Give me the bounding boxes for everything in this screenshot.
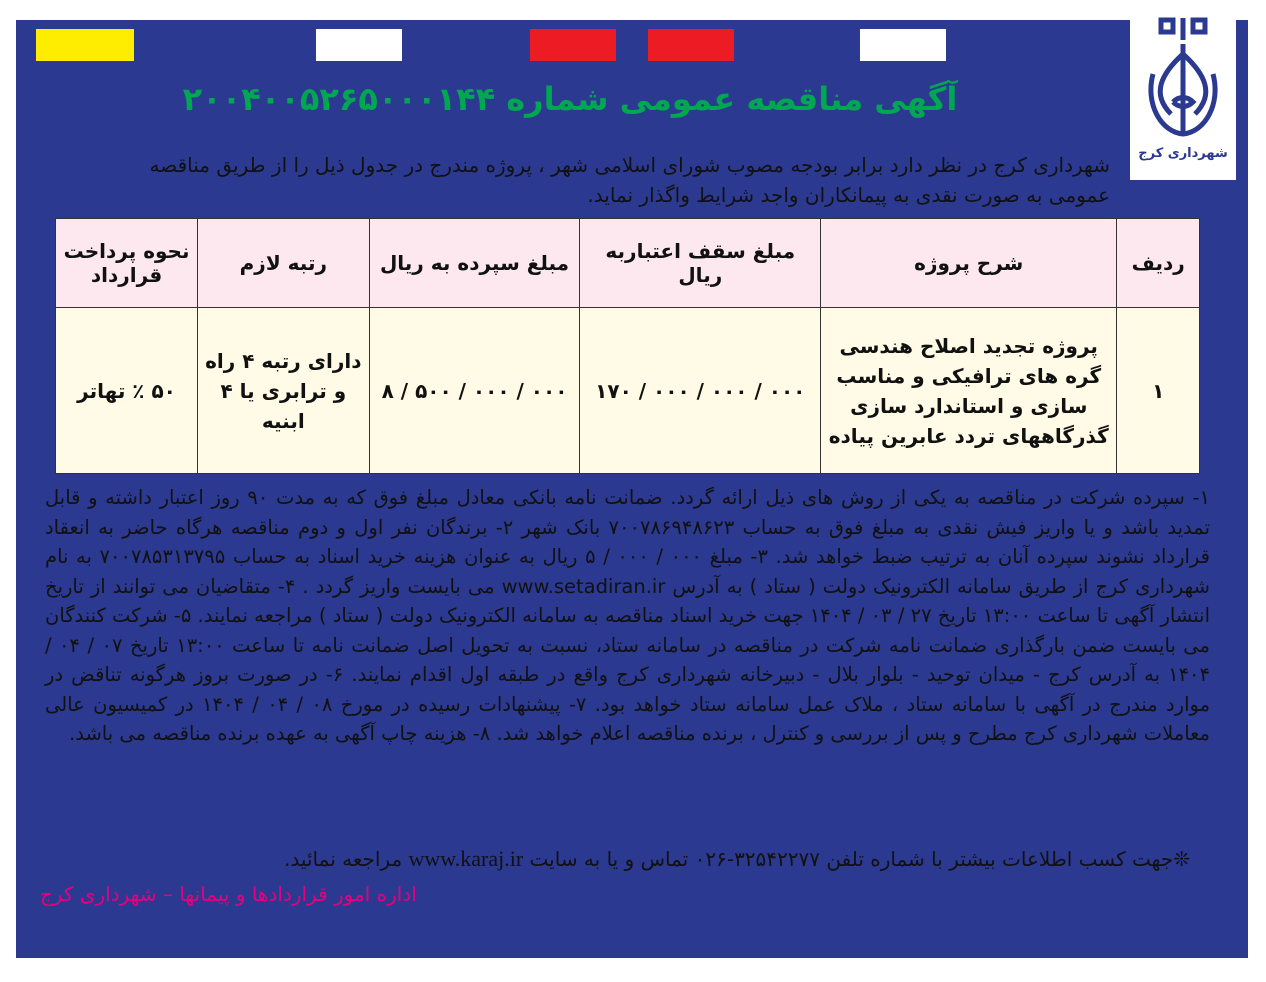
color-strip-yellow — [36, 29, 134, 61]
header-payment-method: نحوه پرداخت قرارداد — [56, 219, 198, 308]
table-header-row — [56, 219, 1200, 308]
karaj-website-link[interactable]: www.karaj.ir — [408, 846, 524, 871]
contact-suffix: مراجعه نمائید. — [284, 847, 403, 871]
cell-row-number: ۱ — [1117, 308, 1200, 474]
tender-title: آگهی مناقصه عمومی شماره ۲۰۰۴۰۰۵۲۶۵۰۰۰۱۴۴ — [182, 80, 958, 118]
intro-paragraph: شهرداری کرج در نظر دارد برابر بودجه مصوب شورای اسلامی شهر ، پروژه مندرج در جدول ذیل را از طریق مناقصه عمومی به صورت نقدی به پیمانکاران واجد شرایط واگذار نماید. — [149, 153, 1110, 207]
karaj-municipality-logo — [1130, 8, 1236, 180]
karaj-municipality-logo-icon — [1141, 14, 1225, 144]
cell-required-grade: دارای رتبه ۴ راه و ترابری یا ۴ ابنیه — [198, 308, 370, 474]
cell-deposit-amount: ۰۰۰ / ۰۰۰ / ۵۰۰ / ۸ — [369, 308, 580, 474]
table-row — [56, 308, 1200, 474]
cell-payment-method: ۵۰ ٪ تهاتر — [56, 308, 198, 474]
issuer-name: اداره امور قراردادها و پیمانها – شهرداری کرج — [40, 882, 417, 906]
logo-caption: شهرداری کرج — [1138, 146, 1228, 161]
color-strip-white — [316, 29, 402, 61]
tender-table — [55, 218, 1200, 474]
header-row-number: ردیف — [1117, 219, 1200, 308]
contact-prefix: ❊جهت کسب اطلاعات بیشتر با شماره تلفن ۳۲۵۴۲۲۷۷-۰۲۶ تماس و یا به سایت — [529, 847, 1190, 871]
header-deposit-amount: مبلغ سپرده به ریال — [369, 219, 580, 308]
cell-project-description: پروژه تجدید اصلاح هندسی گره های ترافیکی و مناسب سازی و استاندارد سازی گذرگاههای تردد عابرین پیاده — [821, 308, 1117, 474]
terms-paragraph: ۱- سپرده شرکت در مناقصه به یکی از روش های ذیل ارائه گردد. ضمانت نامه بانکی معادل مبلغ فوق که به مدت ۹۰ روز اعتبار داشته و قابل تمدید باشد و یا واریز فیش نقدی به مبلغ فوق به حساب ۷۰۰۷۸۶۹۴۸۶۲۳ بانک شهر ۲- برندگان نفر اول و دوم مناقصه هرگاه حاضر به انعقاد قرارداد نشوند سپرده آنان به ترتیب ضبط خواهد شد. ۳- مبلغ ۰۰۰ / ۰۰۰ / ۵ ریال به عنوان هزینه خرید اسناد به حساب ۷۰۰۷۸۵۳۱۳۷۹۵ به نام شهرداری کرج از طریق سامانه الکترونیک دولت ( ستاد ) به آدرس www.setadiran.ir می بایست واریز گردد . ۴- متقاضیان می توانند از تاریخ انتشار آگهی تا ساعت ۱۳:۰۰ تاریخ ۲۷ / ۰۳ / ۱۴۰۴ جهت خرید اسناد مناقصه به سامانه الکترونیک دولت ( ستاد ) مراجعه نمایند. ۵- شرکت کنندگان می بایست ضمن بارگذاری ضمانت نامه شرکت در مناقصه در سامانه ستاد، نسبت به تحویل اصل ضمانت نامه تا ساعت ۱۳:۰۰ تاریخ ۰۷ / ۰۴ / ۱۴۰۴ به آدرس کرج - میدان توحید - بلوار بلال - دبیرخانه شهرداری کرج واقع در طبقه اول اقدام نمایند. ۶- در صورت بروز هرگونه تناقض در موارد مندرج در آگهی با سامانه ستاد ، ملاک عمل سامانه ستاد خواهد بود. ۷- پیشنهادات رسیده در مورخ ۰۸ / ۰۴ / ۱۴۰۴ در کمیسیون عالی معاملات شهرداری کرج مطرح و پس از بررسی و کنترل ، برنده مناقصه اعلام خواهد شد. ۸- هزینه چاپ آگهی به عهده برنده مناقصه می باشد. — [45, 486, 1211, 745]
header-project-description: شرح پروژه — [821, 219, 1117, 308]
color-strip-red — [530, 29, 616, 61]
issuer-signature — [40, 882, 640, 906]
cell-credit-ceiling: ۰۰۰ / ۰۰۰ / ۰۰۰ / ۱۷۰ — [580, 308, 821, 474]
color-strip-white — [860, 29, 946, 61]
contact-line — [140, 846, 1190, 872]
color-strip-red — [648, 29, 734, 61]
header-credit-ceiling: مبلغ سقف اعتباربه ریال — [580, 219, 821, 308]
header-required-grade: رتبه لازم — [198, 219, 370, 308]
